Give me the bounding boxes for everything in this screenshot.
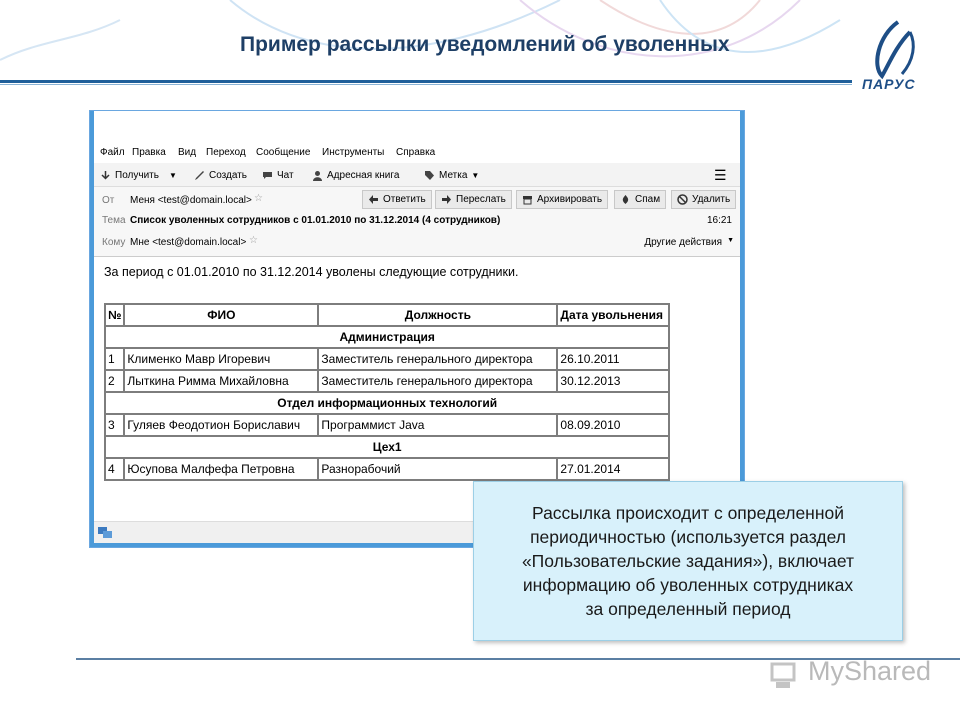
myshared-logo-icon [768,660,804,692]
title-rule [0,80,852,83]
note-line: периодичностью (используется раздел [530,527,846,547]
tag-label: Метка [439,169,468,181]
star-icon[interactable]: ☆ [254,193,263,204]
create-button[interactable] [194,167,247,183]
cell-date: 27.01.2014 [557,458,669,480]
note-callout [473,481,903,641]
section-row [105,392,669,414]
menu-file[interactable]: Файл [100,147,125,158]
chevron-down-icon: ▼ [471,170,480,180]
subject-label: Тема [102,215,126,226]
title-rule-thin [0,84,852,85]
col-number-header: № [105,304,124,326]
message-intro: За период с 01.01.2010 по 31.12.2014 уволены следующие сотрудники. [104,265,519,279]
cell-position: Разнорабочий [318,458,557,480]
window-content [94,111,740,543]
spam-button[interactable] [614,190,666,209]
cell-name: Юсупова Малфефа Петровна [124,458,318,480]
section-title: Цех1 [105,436,669,458]
tag-button[interactable] [424,167,479,183]
spam-label: Спам [635,194,661,205]
cell-name: Клименко Мавр Игоревич [124,348,318,370]
subject-value: Список уволенных сотрудников с 01.01.2010 по 31.12.2014 (4 сотрудников) [130,215,501,226]
download-icon [100,170,111,181]
menu-tools[interactable]: Инструменты [322,147,385,158]
online-status-icon[interactable] [98,527,112,539]
note-line: за определенный период [585,599,791,619]
tag-icon [424,170,435,181]
chat-label: Чат [277,169,294,181]
note-line: Рассылка происходит с определенной [531,503,845,523]
chat-bubble-icon [262,170,273,181]
address-book-button[interactable] [312,167,399,183]
forward-arrow-icon [441,194,452,205]
table-row [105,414,669,436]
table-row [105,370,669,392]
table-row [105,348,669,370]
star-icon[interactable]: ☆ [249,235,258,246]
cell-name: Лыткина Римма Михайловна [124,370,318,392]
col-date-header: Дата увольнения [557,304,669,326]
flame-icon [620,194,631,205]
message-time: 16:21 [706,215,732,226]
to-label: Кому [102,237,126,248]
other-actions-menu[interactable]: Другие действия [644,237,722,248]
menu-go[interactable]: Переход [206,147,246,158]
pencil-icon [194,170,205,181]
chevron-down-icon[interactable]: ▼ [168,170,177,180]
section-title: Администрация [105,326,669,348]
cell-number: 2 [105,370,124,392]
cell-date: 08.09.2010 [557,414,669,436]
main-toolbar [94,163,740,187]
cell-position: Заместитель генерального директора [318,348,557,370]
delete-label: Удалить [692,194,731,205]
forward-button[interactable] [435,190,512,209]
section-row [105,326,669,348]
col-position-header: Должность [318,304,557,326]
forward-label: Переслать [456,194,506,205]
table-header-row [105,304,669,326]
cell-name: Гуляев Феодотион Бориславич [124,414,318,436]
message-header [94,187,740,257]
get-mail-label: Получить [115,169,159,181]
watermark-text: MyShared [808,656,932,686]
chat-button[interactable] [262,167,294,183]
section-title: Отдел информационных технологий [105,392,669,414]
section-row [105,436,669,458]
cell-position: Заместитель генерального директора [318,370,557,392]
from-value[interactable]: Меня <test@domain.local> [130,195,252,206]
archive-button[interactable] [516,190,608,209]
menu-edit[interactable]: Правка [132,147,166,158]
col-name-header: ФИО [124,304,318,326]
to-value[interactable]: Мне <test@domain.local> [130,237,247,248]
cell-number: 4 [105,458,124,480]
reply-label: Ответить [383,194,426,205]
get-mail-button[interactable] [100,167,177,183]
menu-view[interactable]: Вид [178,147,197,158]
menu-help[interactable]: Справка [396,147,436,158]
employees-table [104,303,670,481]
slide-title: Пример рассылки уведомлений об уволенных [240,33,730,56]
from-label: От [102,195,115,206]
no-entry-icon [677,194,688,205]
reply-button[interactable] [362,190,432,209]
menu-bar [94,141,740,163]
address-book-label: Адресная книга [327,169,400,181]
reply-arrow-icon [368,194,379,205]
menu-message[interactable]: Сообщение [256,147,311,158]
cell-position: Программист Java [318,414,557,436]
cell-date: 26.10.2011 [557,348,669,370]
archive-box-icon [522,194,533,205]
hamburger-menu-icon[interactable]: ☰ [714,166,727,183]
cell-number: 3 [105,414,124,436]
table-row [105,458,669,480]
cell-date: 30.12.2013 [557,370,669,392]
create-label: Создать [209,169,248,181]
person-icon [312,170,323,181]
archive-label: Архивировать [537,194,603,205]
chevron-down-icon[interactable]: ▼ [727,237,734,244]
delete-button[interactable] [671,190,736,209]
note-line: информацию об уволенных сотрудниках [522,575,854,595]
cell-number: 1 [105,348,124,370]
note-line: «Пользовательские задания»), включает [521,551,855,571]
logo-text: ПАРУС [862,76,916,92]
